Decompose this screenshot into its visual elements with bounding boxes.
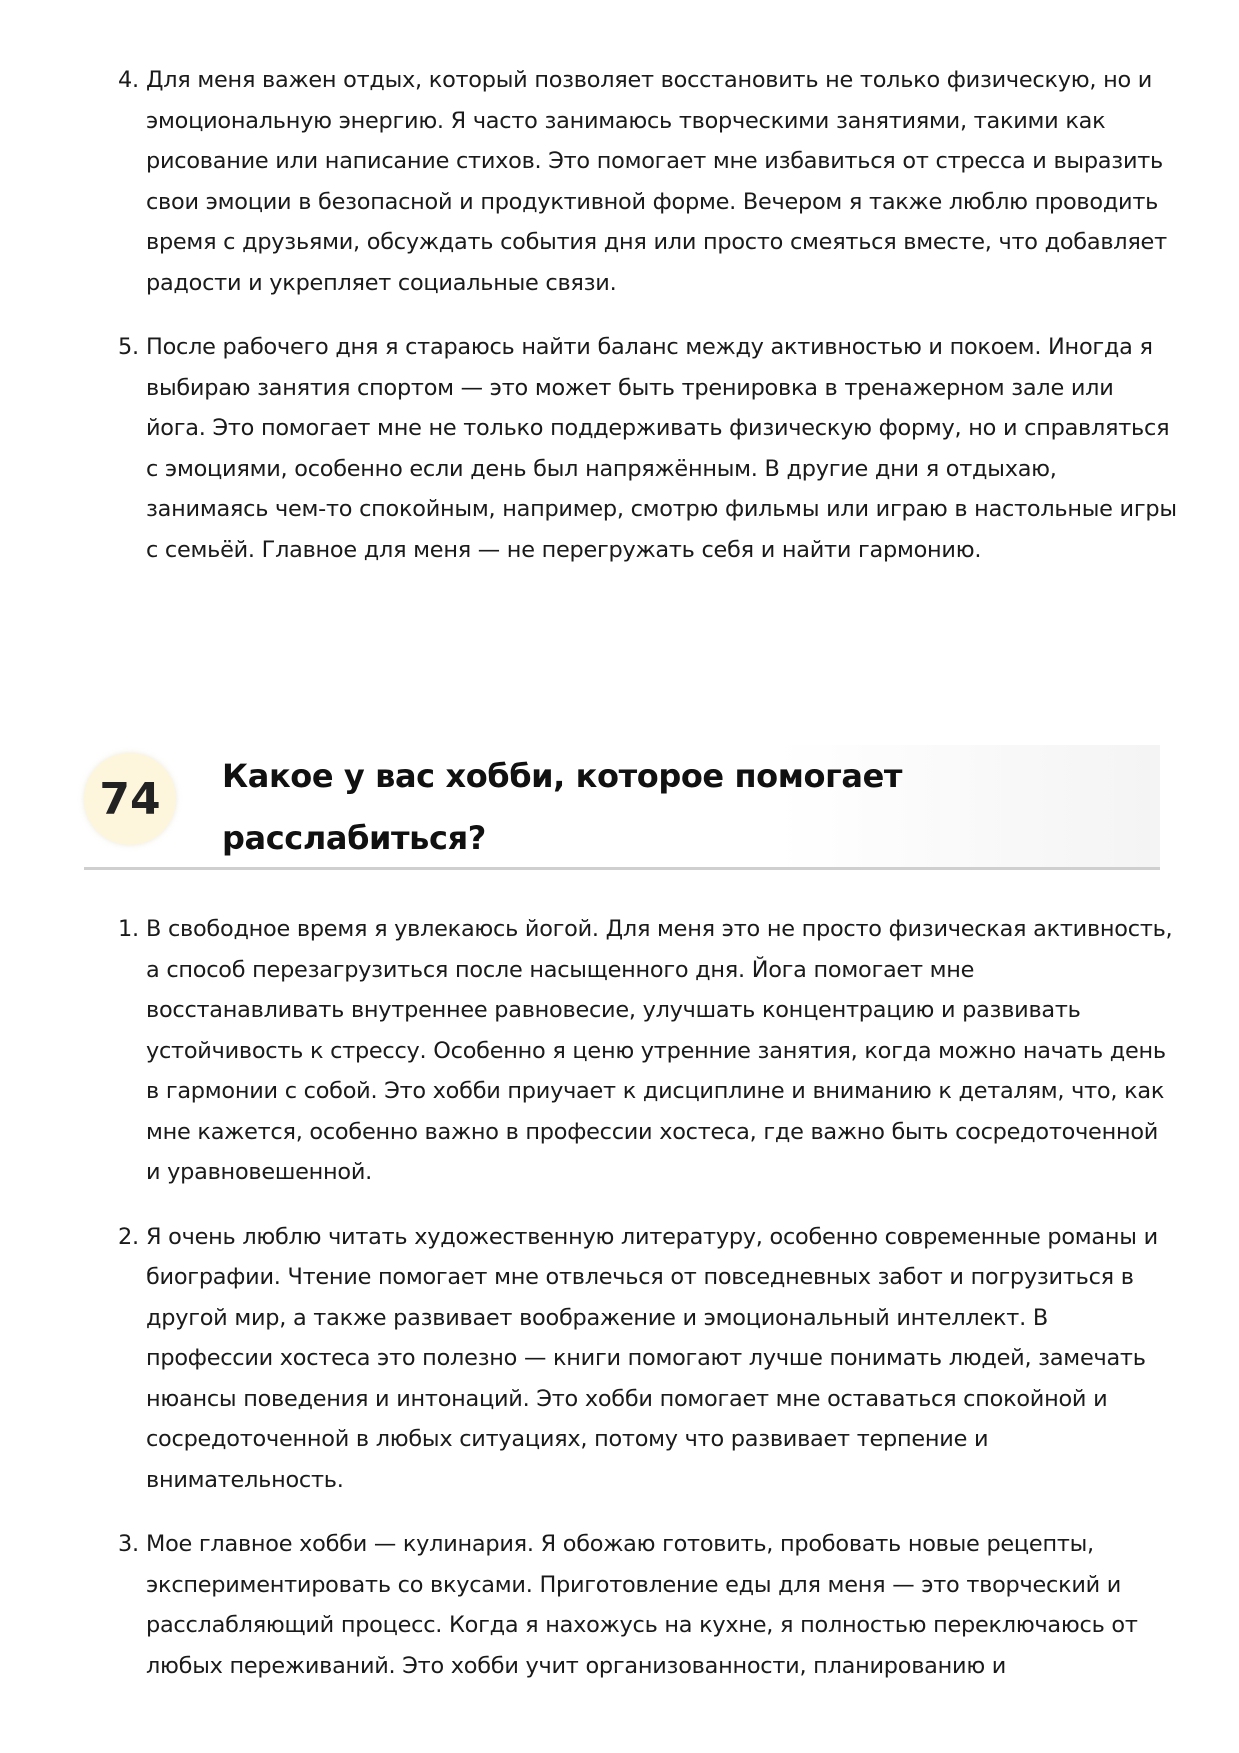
item-number: 3. (118, 1531, 139, 1557)
item-text: В свободное время я увлекаюсь йогой. Для меня это не просто физическая активность, а способ перезагрузиться после насыщенного дня. Йога помогает мне восстанавливать внутреннее равновесие, улучшать концентрацию и развивать устойчивость к стрессу. Особенно я ценю утренние занятия, когда можно начать день в гармонии с собой. Это хобби приучает к дисциплине и вниманию к деталям, что, как мне кажется, особенно важно в профессии хостеса, где важно быть сосредоточенной и уравновешенной. (146, 916, 1173, 1185)
list-item (118, 60, 1178, 303)
list-item (118, 327, 1178, 570)
previous-answers-list (118, 60, 1178, 594)
item-number: 1. (118, 916, 139, 942)
list-item (118, 1524, 1178, 1686)
list-item (118, 909, 1178, 1193)
question-number-badge: 74 (84, 753, 176, 845)
item-text: Я очень люблю читать художественную литературу, особенно современные романы и биографии. Чтение помогает мне отвлечься от повседневных забот и погрузиться в другой мир, а также развивает воображение и эмоциональный интеллект. В профессии хостеса это полезно — книги помогают лучше понимать людей, замечать нюансы поведения и интонаций. Это хобби помогает мне оставаться спокойной и сосредоточенной в любых ситуациях, потому что развивает терпение и внимательность. (146, 1223, 1158, 1493)
question-title: Какое у вас хобби, которое помогает расслабиться? (222, 757, 903, 857)
item-text: Мое главное хобби — кулинария. Я обожаю готовить, пробовать новые рецепты, экспериментировать со вкусами. Приготовление еды для меня — это творческий и расслабляющий процесс. Когда я нахожусь на кухне, я полностью переключаюсь от любых переживаний. Это хобби учит организованности, планированию и (146, 1531, 1138, 1679)
item-number: 4. (118, 67, 139, 93)
item-number: 2. (118, 1223, 139, 1250)
item-text: После рабочего дня я стараюсь найти баланс между активностью и покоем. Иногда я выбираю занятия спортом — это может быть тренировка в тренажерном зале или йога. Это помогает мне не только поддерживать физическую форму, но и справляться с эмоциями, особенно если день был напряжённым. В другие дни я отдыхаю, занимаясь чем-то спокойным, например, смотрю фильмы или играю в настольные игры с семьёй. Главное для меня — не перегружать себя и найти гармонию. (146, 334, 1177, 563)
item-number: 5. (118, 334, 139, 360)
list-item (118, 1217, 1178, 1501)
question-header (84, 745, 1160, 870)
answers-list (118, 909, 1178, 1710)
item-text: Для меня важен отдых, который позволяет восстановить не только физическую, но и эмоциональную энергию. Я часто занимаюсь творческими занятиями, такими как рисование или написание стихов. Это помогает мне избавиться от стресса и выразить свои эмоции в безопасной и продуктивной форме. Вечером я также люблю проводить время с друзьями, обсуждать события дня или просто смеяться вместе, что добавляет радости и укрепляет социальные связи. (146, 67, 1167, 296)
